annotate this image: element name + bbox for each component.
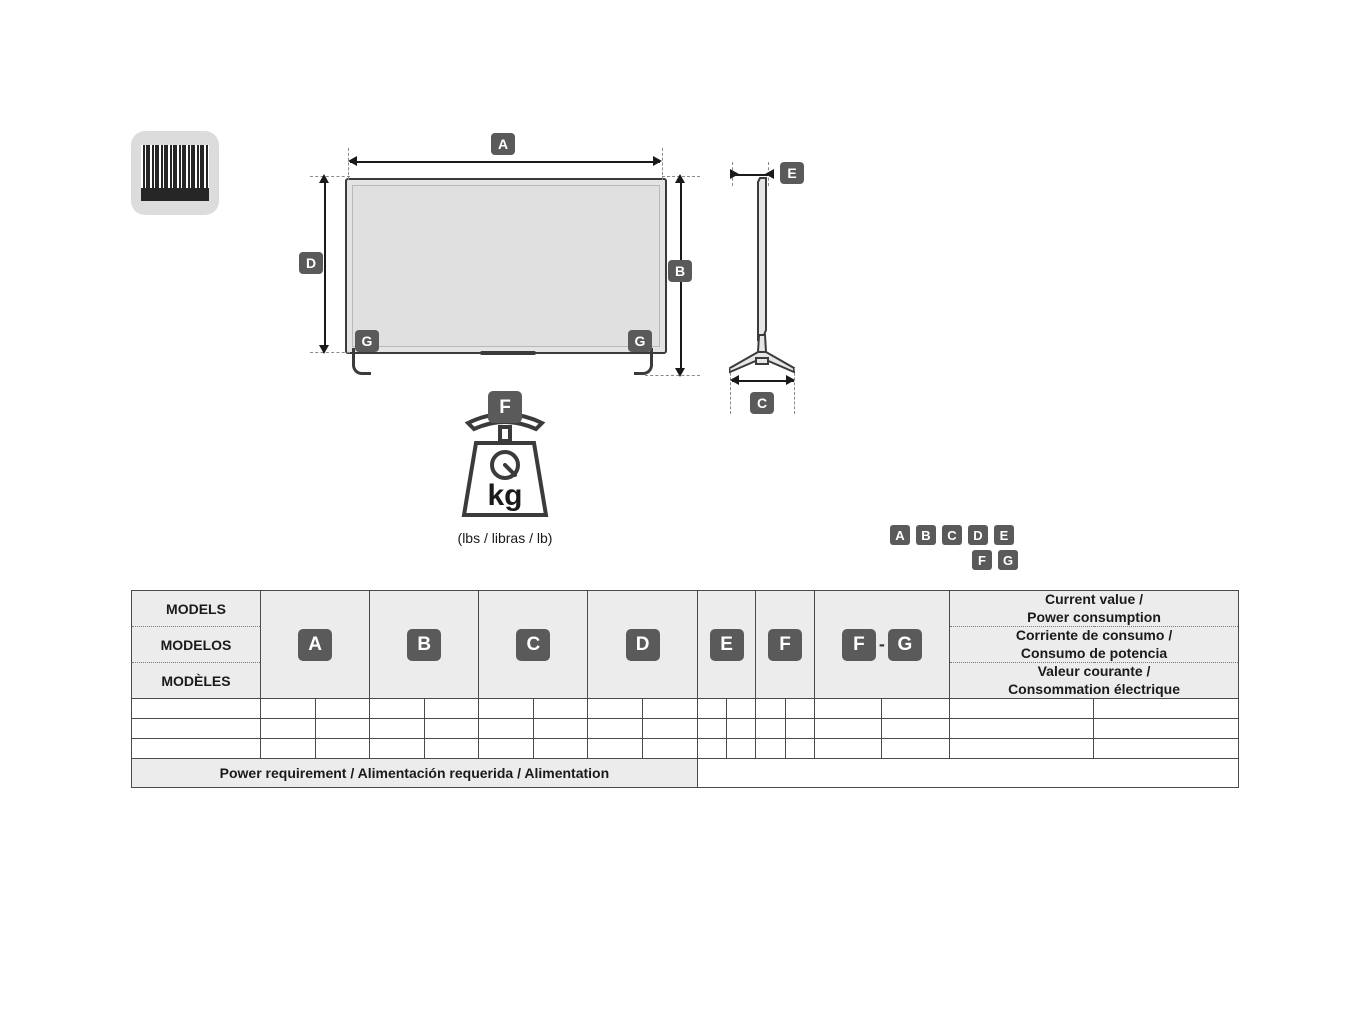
legend-badge-d: D <box>968 525 988 545</box>
cell-current1[interactable] <box>950 719 1094 739</box>
specifications-table <box>131 590 1239 788</box>
header-current-value-en <box>950 591 1239 627</box>
tv-front-body <box>345 178 667 354</box>
cell-f1[interactable] <box>756 739 785 759</box>
col-badge-f: F <box>768 629 802 661</box>
cell-e2[interactable] <box>727 739 756 759</box>
header-col-fg <box>814 591 949 699</box>
tv-side-view-diagram <box>720 130 880 430</box>
cell-d1[interactable] <box>588 739 643 759</box>
label-f-weight: F <box>488 391 522 423</box>
legend-badge-g: G <box>998 550 1018 570</box>
cell-fg2[interactable] <box>882 699 950 719</box>
dim-line-c <box>732 380 794 382</box>
cell-d1[interactable] <box>588 699 643 719</box>
table-row[interactable] <box>132 719 1239 739</box>
ext-line-d-bottom <box>310 352 350 353</box>
col-badge-a: A <box>298 629 332 661</box>
tv-front-view-diagram <box>300 130 700 390</box>
header-current-value-es <box>950 627 1239 663</box>
arrow-c-right <box>786 375 795 385</box>
cell-model[interactable] <box>132 719 261 739</box>
legend-badge-a: A <box>890 525 910 545</box>
cell-model[interactable] <box>132 699 261 719</box>
header-models-es: MODELOS <box>132 627 261 663</box>
current-value-line-1: Current value / <box>1045 591 1144 607</box>
header-current-value-fr <box>950 663 1239 699</box>
cell-c2[interactable] <box>533 719 588 739</box>
tv-screen <box>352 185 660 347</box>
cell-current1[interactable] <box>950 739 1094 759</box>
arrow-a-right <box>653 156 662 166</box>
current-value-line-3: Corriente de consumo / <box>1015 627 1173 643</box>
cell-e1[interactable] <box>697 719 726 739</box>
cell-current1[interactable] <box>950 699 1094 719</box>
arrow-c-left <box>730 375 739 385</box>
table-row[interactable] <box>132 739 1239 759</box>
dim-line-e <box>734 174 768 176</box>
power-requirement-row <box>132 759 1239 788</box>
header-models-fr: MODÈLES <box>132 663 261 699</box>
legend-row-1 <box>890 525 1040 545</box>
label-g-left: G <box>355 330 379 352</box>
cell-fg2[interactable] <box>882 739 950 759</box>
svg-text:kg: kg <box>487 479 523 512</box>
cell-a1[interactable] <box>261 719 316 739</box>
arrow-a-left <box>348 156 357 166</box>
col-badge-separator: - <box>878 634 885 654</box>
arrow-b-bottom <box>675 368 685 377</box>
cell-e2[interactable] <box>727 719 756 739</box>
col-badge-b: B <box>407 629 441 661</box>
col-badge-e: E <box>710 629 744 661</box>
col-badge-g: G <box>888 629 922 661</box>
header-col-f <box>756 591 814 699</box>
cell-a1[interactable] <box>261 739 316 759</box>
cell-c1[interactable] <box>479 739 534 759</box>
arrow-d-bottom <box>319 345 329 354</box>
cell-fg1[interactable] <box>814 719 882 739</box>
label-c-side: C <box>750 392 774 414</box>
cell-d2[interactable] <box>643 739 698 759</box>
label-b-front: B <box>668 260 692 282</box>
table-row[interactable] <box>132 699 1239 719</box>
ext-line-d-top <box>310 176 350 177</box>
legend-badge-e: E <box>994 525 1014 545</box>
cell-current2[interactable] <box>1094 699 1239 719</box>
cell-a1[interactable] <box>261 699 316 719</box>
label-a-front: A <box>491 133 515 155</box>
cell-d2[interactable] <box>643 699 698 719</box>
cell-a2[interactable] <box>315 699 370 719</box>
current-value-line-5: Valeur courante / <box>1037 663 1151 679</box>
label-d-front: D <box>299 252 323 274</box>
ext-line-b-bottom <box>645 375 700 376</box>
legend-badge-f: F <box>972 550 992 570</box>
cell-a2[interactable] <box>315 719 370 739</box>
header-col-a <box>261 591 370 699</box>
cell-a2[interactable] <box>315 739 370 759</box>
cell-fg1[interactable] <box>814 739 882 759</box>
cell-b2[interactable] <box>424 699 479 719</box>
cell-f1[interactable] <box>756 719 785 739</box>
label-g-right: G <box>628 330 652 352</box>
cell-current2[interactable] <box>1094 719 1239 739</box>
cell-c1[interactable] <box>479 719 534 739</box>
legend-row-2 <box>972 550 1040 570</box>
cell-b1[interactable] <box>370 719 425 739</box>
dim-line-d <box>324 178 326 350</box>
tv-leg-left <box>352 348 371 375</box>
header-col-d <box>588 591 697 699</box>
cell-d2[interactable] <box>643 719 698 739</box>
cell-fg1[interactable] <box>814 699 882 719</box>
legend-badge-cluster <box>890 525 1040 570</box>
tv-stand-bar <box>480 351 536 355</box>
tv-leg-right <box>634 348 653 375</box>
header-col-c <box>479 591 588 699</box>
cell-b2[interactable] <box>424 719 479 739</box>
label-e-side: E <box>780 162 804 184</box>
cell-c2[interactable] <box>533 739 588 759</box>
arrow-b-top <box>675 174 685 183</box>
dim-line-a <box>350 161 660 163</box>
cell-fg2[interactable] <box>882 719 950 739</box>
legend-badge-c: C <box>942 525 962 545</box>
cell-c2[interactable] <box>533 699 588 719</box>
arrow-e-right <box>765 169 774 179</box>
cell-e1[interactable] <box>697 699 726 719</box>
current-value-line-2: Power consumption <box>1027 608 1161 625</box>
barcode-bars <box>141 145 209 201</box>
cell-b1[interactable] <box>370 699 425 719</box>
cell-c1[interactable] <box>479 699 534 719</box>
power-requirement-label: Power requirement / Alimentación requerida / Alimentation <box>132 759 698 788</box>
cell-d1[interactable] <box>588 719 643 739</box>
cell-current2[interactable] <box>1094 739 1239 759</box>
cell-model[interactable] <box>132 739 261 759</box>
cell-f2[interactable] <box>785 739 814 759</box>
header-col-b <box>370 591 479 699</box>
cell-f2[interactable] <box>785 719 814 739</box>
barcode-icon <box>131 131 219 215</box>
power-requirement-value[interactable] <box>697 759 1238 788</box>
col-badge-d: D <box>626 629 660 661</box>
table-header-row-models <box>132 591 1239 627</box>
legend-badge-b: B <box>916 525 936 545</box>
current-value-line-6: Consommation électrique <box>1008 680 1180 697</box>
arrow-e-left <box>730 169 739 179</box>
cell-e2[interactable] <box>727 699 756 719</box>
header-models-en: MODELS <box>132 591 261 627</box>
cell-b1[interactable] <box>370 739 425 759</box>
col-badge-c: C <box>516 629 550 661</box>
cell-b2[interactable] <box>424 739 479 759</box>
col-badge-f2: F <box>842 629 876 661</box>
cell-e1[interactable] <box>697 739 726 759</box>
arrow-d-top <box>319 174 329 183</box>
current-value-line-4: Consumo de potencia <box>1020 644 1168 661</box>
cell-f1[interactable] <box>756 699 785 719</box>
cell-f2[interactable] <box>785 699 814 719</box>
weight-unit-caption: (lbs / libras / lb) <box>457 530 553 546</box>
header-col-e <box>697 591 755 699</box>
